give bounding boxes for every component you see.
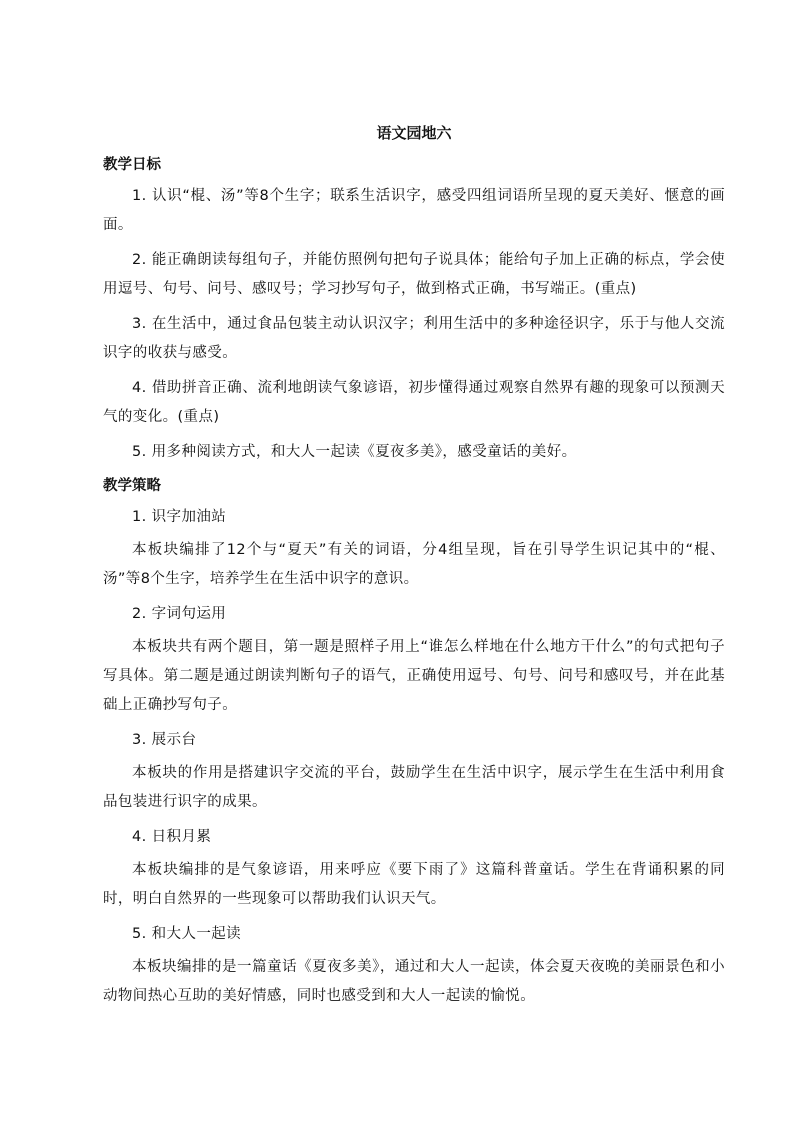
- section-heading-strategies: 教学策略: [103, 478, 161, 494]
- strategy-subheading: 1. 识字加油站: [132, 509, 227, 525]
- objective-item: 1. 认识“棍、汤”等8个生字；联系生活识字，感受四组词语所呈现的夏天美好、惬意的画面。: [103, 188, 725, 233]
- strategy-subheading: 2. 字词句运用: [132, 606, 227, 622]
- strategy-paragraph: 本板块编排了12个与“夏天”有关的词语，分4组呈现，旨在引导学生识记其中的“棍、汤”等8个生字，培养学生在生活中识字的意识。: [103, 542, 725, 587]
- objective-item: 2. 能正确朗读每组句子，并能仿照例句把句子说具体；能给句子加上正确的标点，学会使用逗号、句号、问号、感叹号；学习抄写句子，做到格式正确，书写端正。(重点): [103, 252, 725, 297]
- document-title: 语文园地六: [376, 124, 452, 142]
- objective-item: 5. 用多种阅读方式，和大人一起读《夏夜多美》，感受童话的美好。: [132, 444, 577, 460]
- section-heading-objectives: 教学日标: [103, 157, 161, 173]
- strategy-paragraph: 本板块编排的是气象谚语，用来呼应《要下雨了》这篇科普童话。学生在背诵积累的同时，明白自然界的一些现象可以帮助我们认识天气。: [103, 862, 725, 907]
- strategy-subheading: 5. 和大人一起读: [132, 926, 242, 942]
- document-body: [103, 120, 725, 1017]
- objective-item: 4. 借助拼音正确、流利地朗读气象谚语，初步懂得通过观察自然界有趣的现象可以预测天气的变化。(重点): [103, 380, 725, 425]
- strategy-subheading: 3. 展示台: [132, 732, 197, 748]
- strategy-subheading: 4. 日积月累: [132, 829, 212, 845]
- strategy-paragraph: 本板块编排的是一篇童话《夏夜多美》，通过和大人一起读，体会夏天夜晚的美丽景色和小动物间热心互助的美好情感，同时也感受到和大人一起读的愉悦。: [103, 959, 725, 1004]
- strategy-paragraph: 本板块的作用是搭建识字交流的平台，鼓励学生在生活中识字，展示学生在生活中利用食品包装进行识字的成果。: [103, 765, 725, 810]
- strategy-paragraph: 本板块共有两个题目，第一题是照样子用上“谁怎么样地在什么地方干什么”的句式把句子写具体。第二题是通过朗读判断句子的语气，正确使用逗号、句号、问号和感叹号，并在此基础上正确抄写句子。: [103, 639, 725, 713]
- objective-item: 3. 在生活中，通过食品包装主动认识汉字；利用生活中的多种途径识字，乐于与他人交流识字的收获与感受。: [103, 316, 725, 361]
